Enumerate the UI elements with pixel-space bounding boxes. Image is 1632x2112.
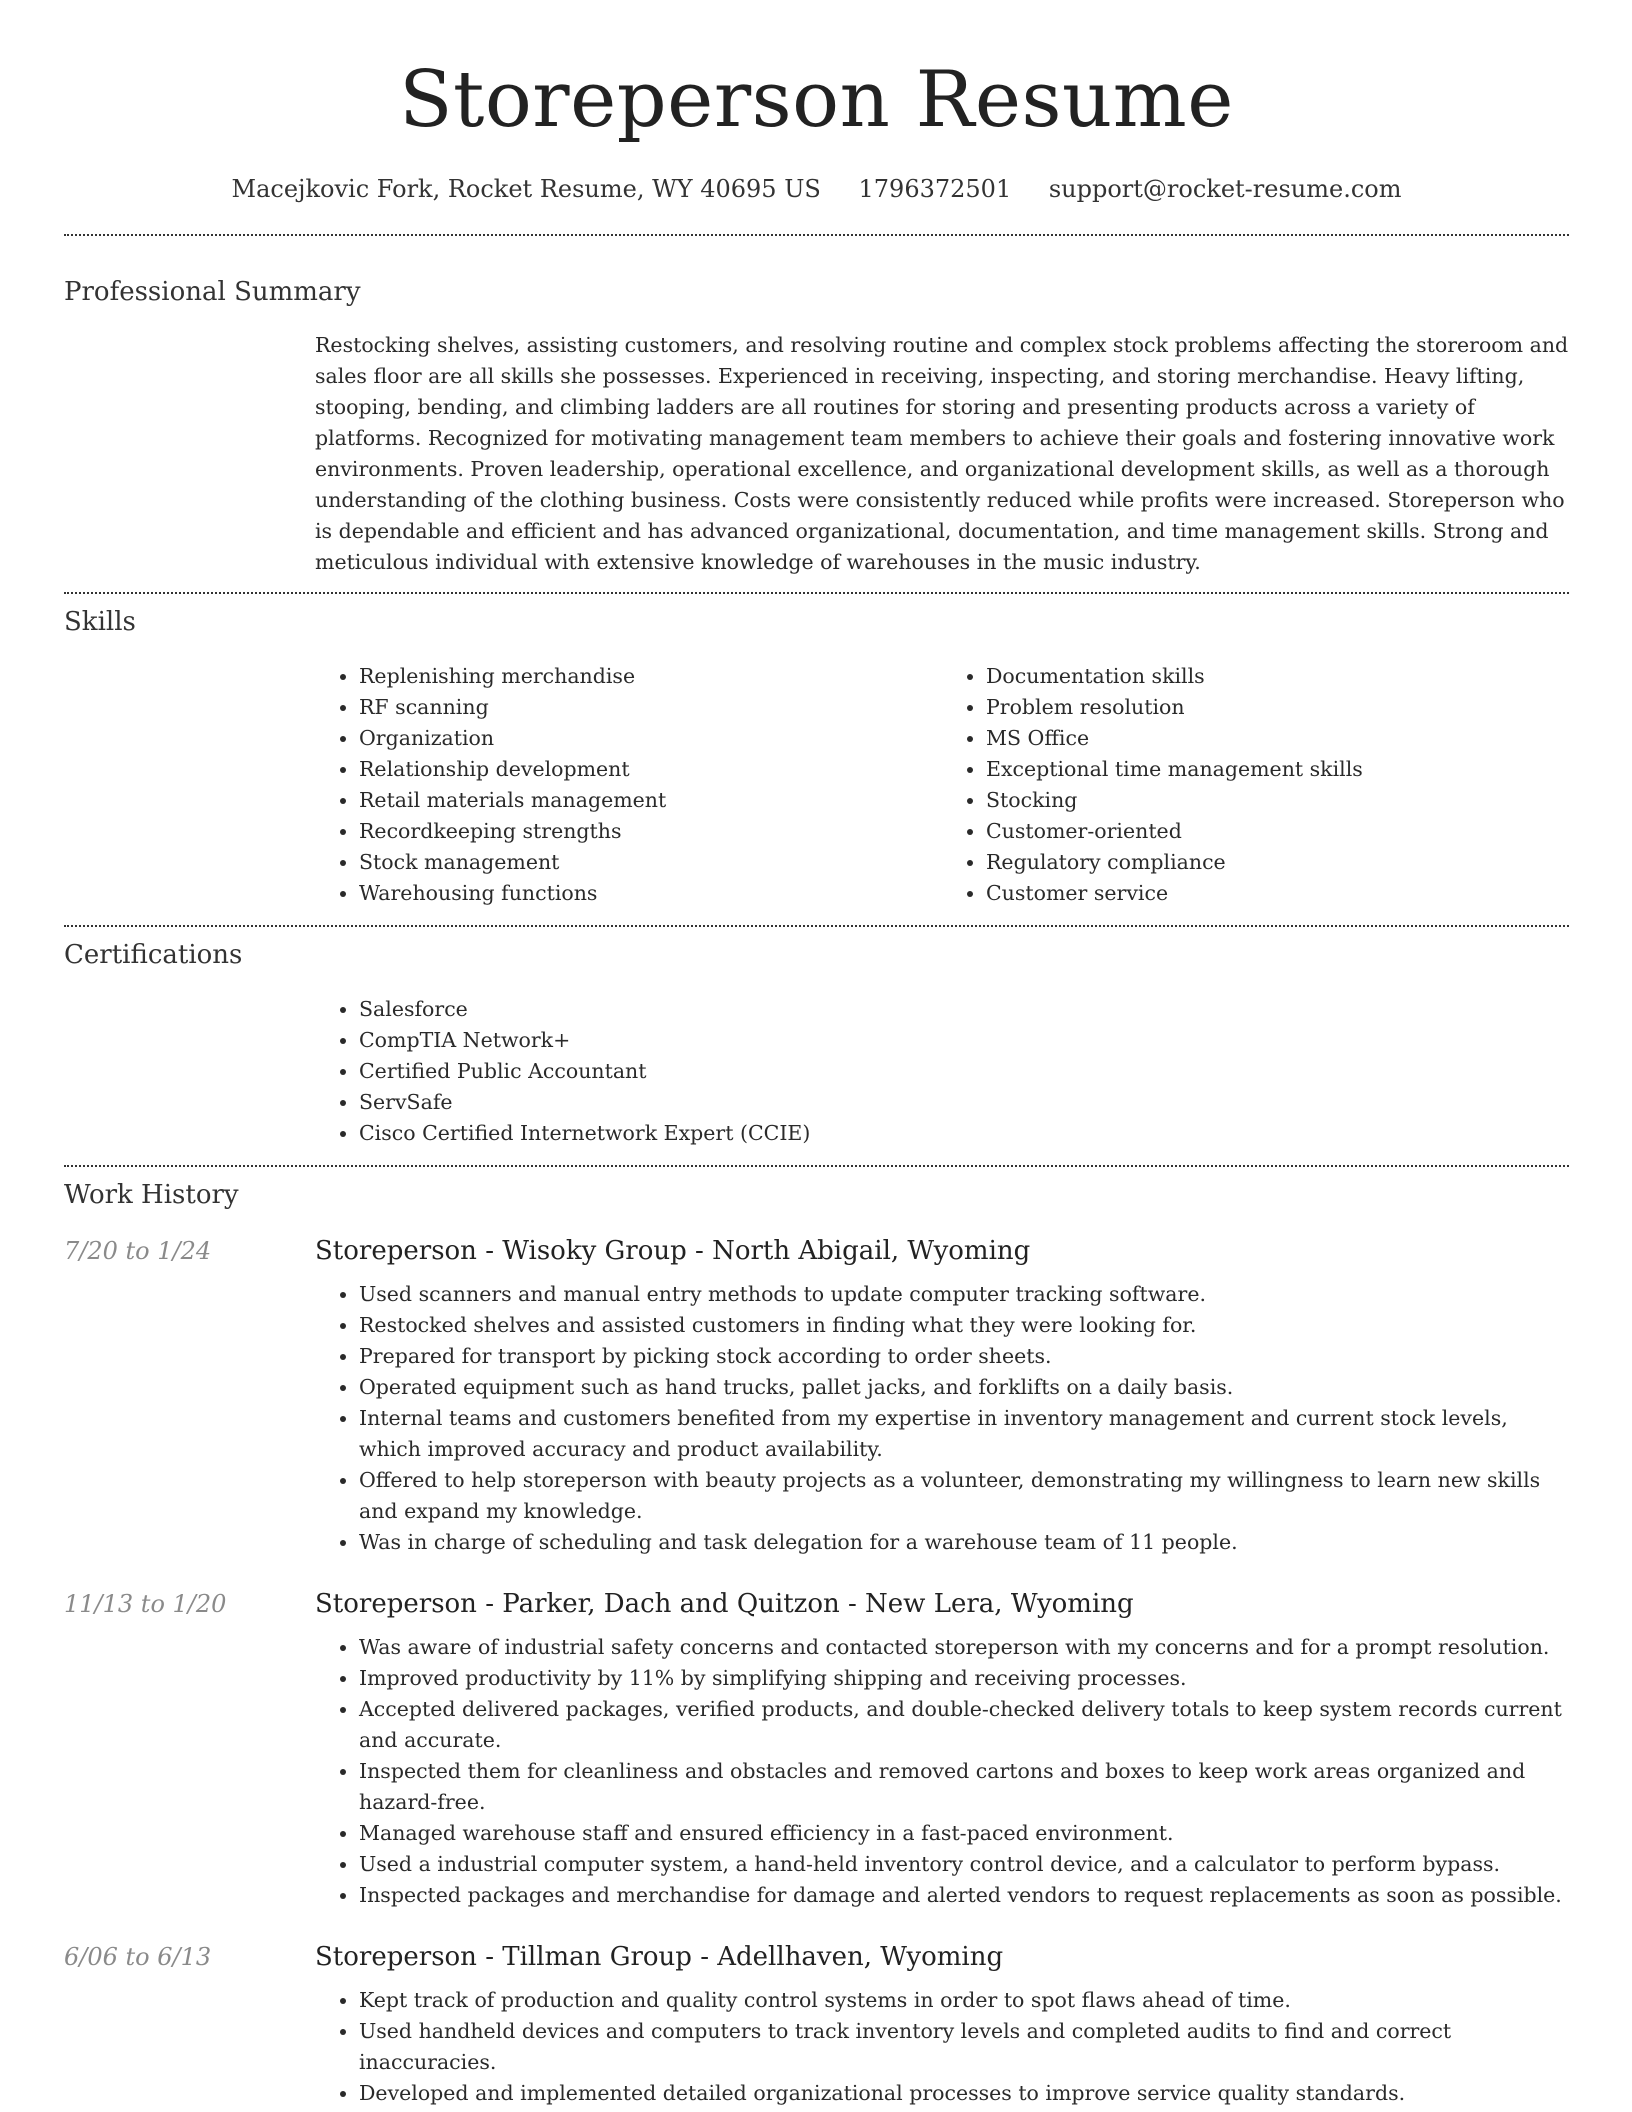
certification-item: • Salesforce bbox=[359, 994, 1569, 1025]
skill-item: • MS Office bbox=[986, 723, 1569, 754]
job-bullet: • Was aware of industrial safety concerns and contacted storeperson with my concerns and for a prompt resolution. bbox=[359, 1632, 1569, 1663]
job-bullet: • Accepted delivered packages, verified products, and double-checked delivery totals to keep system records current and accurate. bbox=[359, 1694, 1569, 1756]
job-dates: 7/20 to 1/24 bbox=[64, 1237, 212, 1265]
job-header bbox=[64, 1941, 1569, 1973]
contact-phone: 1796372501 bbox=[858, 175, 1012, 203]
skill-item: • Exceptional time management skills bbox=[986, 754, 1569, 785]
skill-item: • Customer-oriented bbox=[986, 816, 1569, 847]
job-bullet: • Internal teams and customers benefited from my expertise in inventory management and current stock levels, which improved accuracy and product availability. bbox=[359, 1403, 1569, 1465]
job-bullet: • Restocked shelves and assisted customers in finding what they were looking for. bbox=[359, 1310, 1569, 1341]
section-title-certifications: Certifications bbox=[64, 940, 243, 970]
job-bullet: • Improved productivity by 11% by simplifying shipping and receiving processes. bbox=[359, 1663, 1569, 1694]
job-bullet: • Used scanners and manual entry methods to update computer tracking software. bbox=[359, 1279, 1569, 1310]
job-dates: 6/06 to 6/13 bbox=[64, 1943, 212, 1971]
job-bullet: • Prepared for transport by picking stock according to order sheets. bbox=[359, 1341, 1569, 1372]
skill-item: • Replenishing merchandise bbox=[359, 661, 942, 692]
job-bullet: • Used handheld devices and computers to track inventory levels and completed audits to find and correct inaccuracies. bbox=[359, 2016, 1569, 2078]
resume-page bbox=[64, 0, 1569, 2109]
job-bullets bbox=[315, 1985, 1569, 2109]
contact-email[interactable]: support@rocket-resume.com bbox=[1048, 175, 1402, 203]
job-title: Storeperson - Wisoky Group - North Abigail, Wyoming bbox=[315, 1236, 1031, 1266]
certifications-list bbox=[315, 994, 1569, 1149]
skill-item: • RF scanning bbox=[359, 692, 942, 723]
section-title-skills: Skills bbox=[64, 607, 136, 637]
skills-column-right bbox=[942, 661, 1569, 909]
job-bullet: • Kept track of production and quality control systems in order to spot flaws ahead of time. bbox=[359, 1985, 1569, 2016]
job-entry bbox=[64, 1588, 1569, 1911]
skill-item: • Documentation skills bbox=[986, 661, 1569, 692]
contact-address: Macejkovic Fork, Rocket Resume, WY 40695 US bbox=[231, 175, 821, 203]
divider bbox=[64, 592, 1569, 594]
job-bullet: • Offered to help storeperson with beauty projects as a volunteer, demonstrating my willingness to learn new skills and expand my knowledge. bbox=[359, 1465, 1569, 1527]
skills-column-left bbox=[315, 661, 942, 909]
job-bullet: • Developed and implemented detailed organizational processes to improve service quality standards. bbox=[359, 2078, 1569, 2109]
certification-item: • Cisco Certified Internetwork Expert (CCIE) bbox=[359, 1118, 1569, 1149]
certification-item: • Certified Public Accountant bbox=[359, 1056, 1569, 1087]
job-header bbox=[64, 1235, 1569, 1267]
job-bullet: • Operated equipment such as hand trucks, pallet jacks, and forklifts on a daily basis. bbox=[359, 1372, 1569, 1403]
job-entry bbox=[64, 1235, 1569, 1558]
job-bullet: • Inspected packages and merchandise for damage and alerted vendors to request replacements as soon as possible. bbox=[359, 1880, 1569, 1911]
job-bullet: • Inspected them for cleanliness and obstacles and removed cartons and boxes to keep work areas organized and hazard-free. bbox=[359, 1756, 1569, 1818]
contact-line bbox=[64, 174, 1569, 204]
skill-item: • Recordkeeping strengths bbox=[359, 816, 942, 847]
job-header bbox=[64, 1588, 1569, 1620]
skill-item: • Stocking bbox=[986, 785, 1569, 816]
skill-item: • Problem resolution bbox=[986, 692, 1569, 723]
skill-item: • Relationship development bbox=[359, 754, 942, 785]
summary-text: Restocking shelves, assisting customers, and resolving routine and complex stock problems affecting the storeroom and sales floor are all skills she possesses. Experienced in receiving, inspecting, and storing merchandise. Heavy lifting, stooping, bending, and climbing ladders are all routines for storing and presenting products across a variety of platforms. Recognized for motivating management team members to achieve their goals and fostering innovative work environments. Proven leadership, operational excellence, and organizational development skills, as well as a thorough understanding of the clothing business. Costs were consistently reduced while profits were increased. Storeperson who is dependable and efficient and has advanced organizational, documentation, and time management skills. Strong and meticulous individual with extensive knowledge of warehouses in the music industry. bbox=[315, 333, 1569, 574]
job-bullets bbox=[315, 1632, 1569, 1911]
job-title: Storeperson - Parker, Dach and Quitzon - New Lera, Wyoming bbox=[315, 1589, 1134, 1619]
job-bullets bbox=[315, 1279, 1569, 1558]
job-bullet: • Was in charge of scheduling and task delegation for a warehouse team of 11 people. bbox=[359, 1527, 1569, 1558]
skills-list bbox=[315, 661, 1569, 909]
certification-item: • ServSafe bbox=[359, 1087, 1569, 1118]
skill-item: • Retail materials management bbox=[359, 785, 942, 816]
divider bbox=[64, 1165, 1569, 1167]
skill-item: • Regulatory compliance bbox=[986, 847, 1569, 878]
skill-item: • Customer service bbox=[986, 878, 1569, 909]
job-bullet: • Used a industrial computer system, a hand-held inventory control device, and a calculator to perform bypass. bbox=[359, 1849, 1569, 1880]
divider bbox=[64, 925, 1569, 927]
skill-item: • Organization bbox=[359, 723, 942, 754]
job-dates: 11/13 to 1/20 bbox=[64, 1590, 227, 1618]
certification-item: • CompTIA Network+ bbox=[359, 1025, 1569, 1056]
divider bbox=[64, 234, 1569, 236]
job-entry bbox=[64, 1941, 1569, 2109]
skill-item: • Stock management bbox=[359, 847, 942, 878]
section-title-summary: Professional Summary bbox=[64, 277, 361, 307]
section-title-work-history: Work History bbox=[64, 1180, 239, 1210]
job-bullet: • Managed warehouse staff and ensured efficiency in a fast-paced environment. bbox=[359, 1818, 1569, 1849]
skill-item: • Warehousing functions bbox=[359, 878, 942, 909]
job-title: Storeperson - Tillman Group - Adellhaven, Wyoming bbox=[315, 1942, 1004, 1972]
resume-title: Storeperson Resume bbox=[399, 55, 1234, 145]
